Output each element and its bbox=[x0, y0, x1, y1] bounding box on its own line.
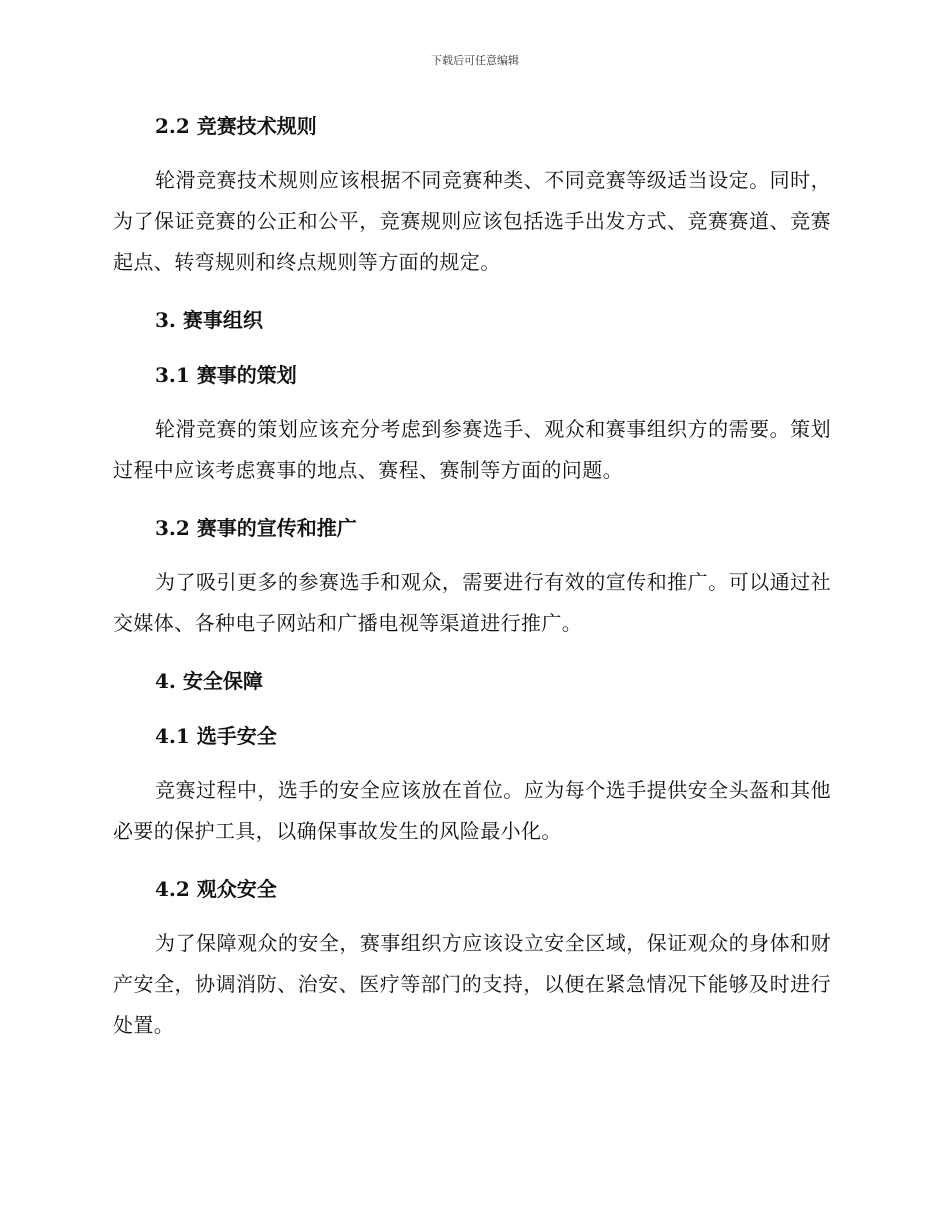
heading-4-1: 4.1 选手安全 bbox=[155, 724, 277, 748]
paragraph-4-1: 竞赛过程中，选手的安全应该放在首位。应为每个选手提供安全头盔和其他必要的保护工具，以确保事故发生的风险最小化。 bbox=[113, 778, 831, 843]
heading-3: 3. 赛事组织 bbox=[155, 308, 263, 332]
heading-3-1: 3.1 赛事的策划 bbox=[155, 363, 297, 387]
paragraph-3-2: 为了吸引更多的参赛选手和观众，需要进行有效的宣传和推广。可以通过社交媒体、各种电子网站和广播电视等渠道进行推广。 bbox=[113, 570, 831, 635]
paragraph-2-2: 轮滑竞赛技术规则应该根据不同竞赛种类、不同竞赛等级适当设定。同时，为了保证竞赛的公正和公平，竞赛规则应该包括选手出发方式、竞赛赛道、竞赛起点、转弯规则和终点规则等方面的规定。 bbox=[113, 168, 831, 274]
heading-2-2: 2.2 竞赛技术规则 bbox=[155, 114, 317, 138]
heading-4: 4. 安全保障 bbox=[155, 669, 263, 693]
paragraph-3-1: 轮滑竞赛的策划应该充分考虑到参赛选手、观众和赛事组织方的需要。策划过程中应该考虑赛事的地点、赛程、赛制等方面的问题。 bbox=[113, 417, 831, 482]
document-body bbox=[113, 112, 831, 1046]
heading-3-2: 3.2 赛事的宣传和推广 bbox=[155, 516, 357, 540]
heading-4-2: 4.2 观众安全 bbox=[155, 877, 277, 901]
paragraph-4-2: 为了保障观众的安全，赛事组织方应该设立安全区域，保证观众的身体和财产安全，协调消防、治安、医疗等部门的支持，以便在紧急情况下能够及时进行处置。 bbox=[113, 931, 831, 1037]
page-header: 下载后可任意编辑 bbox=[431, 54, 519, 67]
